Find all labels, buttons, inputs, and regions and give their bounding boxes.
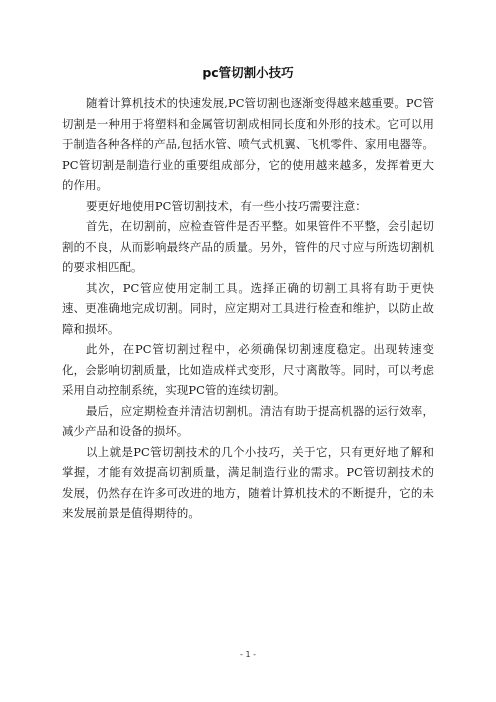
paragraph-intro: 随着计算机技术的快速发展,PC管切割也逐渐变得越来越重要。PC管切割是一种用于将塑料和金属管切割成相同长度和外形的技术。它可以用于制造各种各样的产品,包括水管、喷气式机翼、飞机零件、家用电器等。PC管切割是制造行业的重要组成部分，它的使用越来越多，发挥着更大的作用。 — [62, 96, 434, 192]
paragraph-last-tip: 最后，应定期检查并清洁切割机。清洁有助于提高机器的运行效率，减少产品和设备的损坏。 — [62, 403, 434, 438]
paragraph-first-tip: 首先，在切割前，应检查管件是否平整。如果管件不平整，会引起切割的不良，从而影响最终产品的质量。另外，管件的尺寸应与所选切割机的要求相匹配。 — [62, 219, 434, 274]
paragraph-conclusion: 以上就是PC管切割技术的几个小技巧，关于它，只有更好地了解和掌握，才能有效提高切割质量，满足制造行业的需求。PC管切割技术的发展，仍然存在许多可改进的地方，随着计算机技术的不断提升，它的未来发展前景是值得期待的。 — [62, 444, 434, 520]
document-title: pc管切割小技巧 — [202, 65, 294, 80]
document-body — [62, 93, 434, 524]
paragraph-third-tip: 此外，在PC管切割过程中，必须确保切割速度稳定。出现转速变化，会影响切割质量，比如造成样式变形，尺寸离散等。同时，可以考虑采用自动控制系统，实现PC管的连续切割。 — [62, 342, 434, 397]
paragraph-second-tip: 其次，PC管应使用定制工具。选择正确的切割工具将有助于更快速、更准确地完成切割。同时，应定期对工具进行检查和维护，以防止故障和损坏。 — [62, 280, 434, 336]
paragraph-tips-lead: 要更好地使用PC管切割技术，有一些小技巧需要注意： — [85, 198, 367, 213]
page-number: - 1 - — [240, 650, 256, 659]
